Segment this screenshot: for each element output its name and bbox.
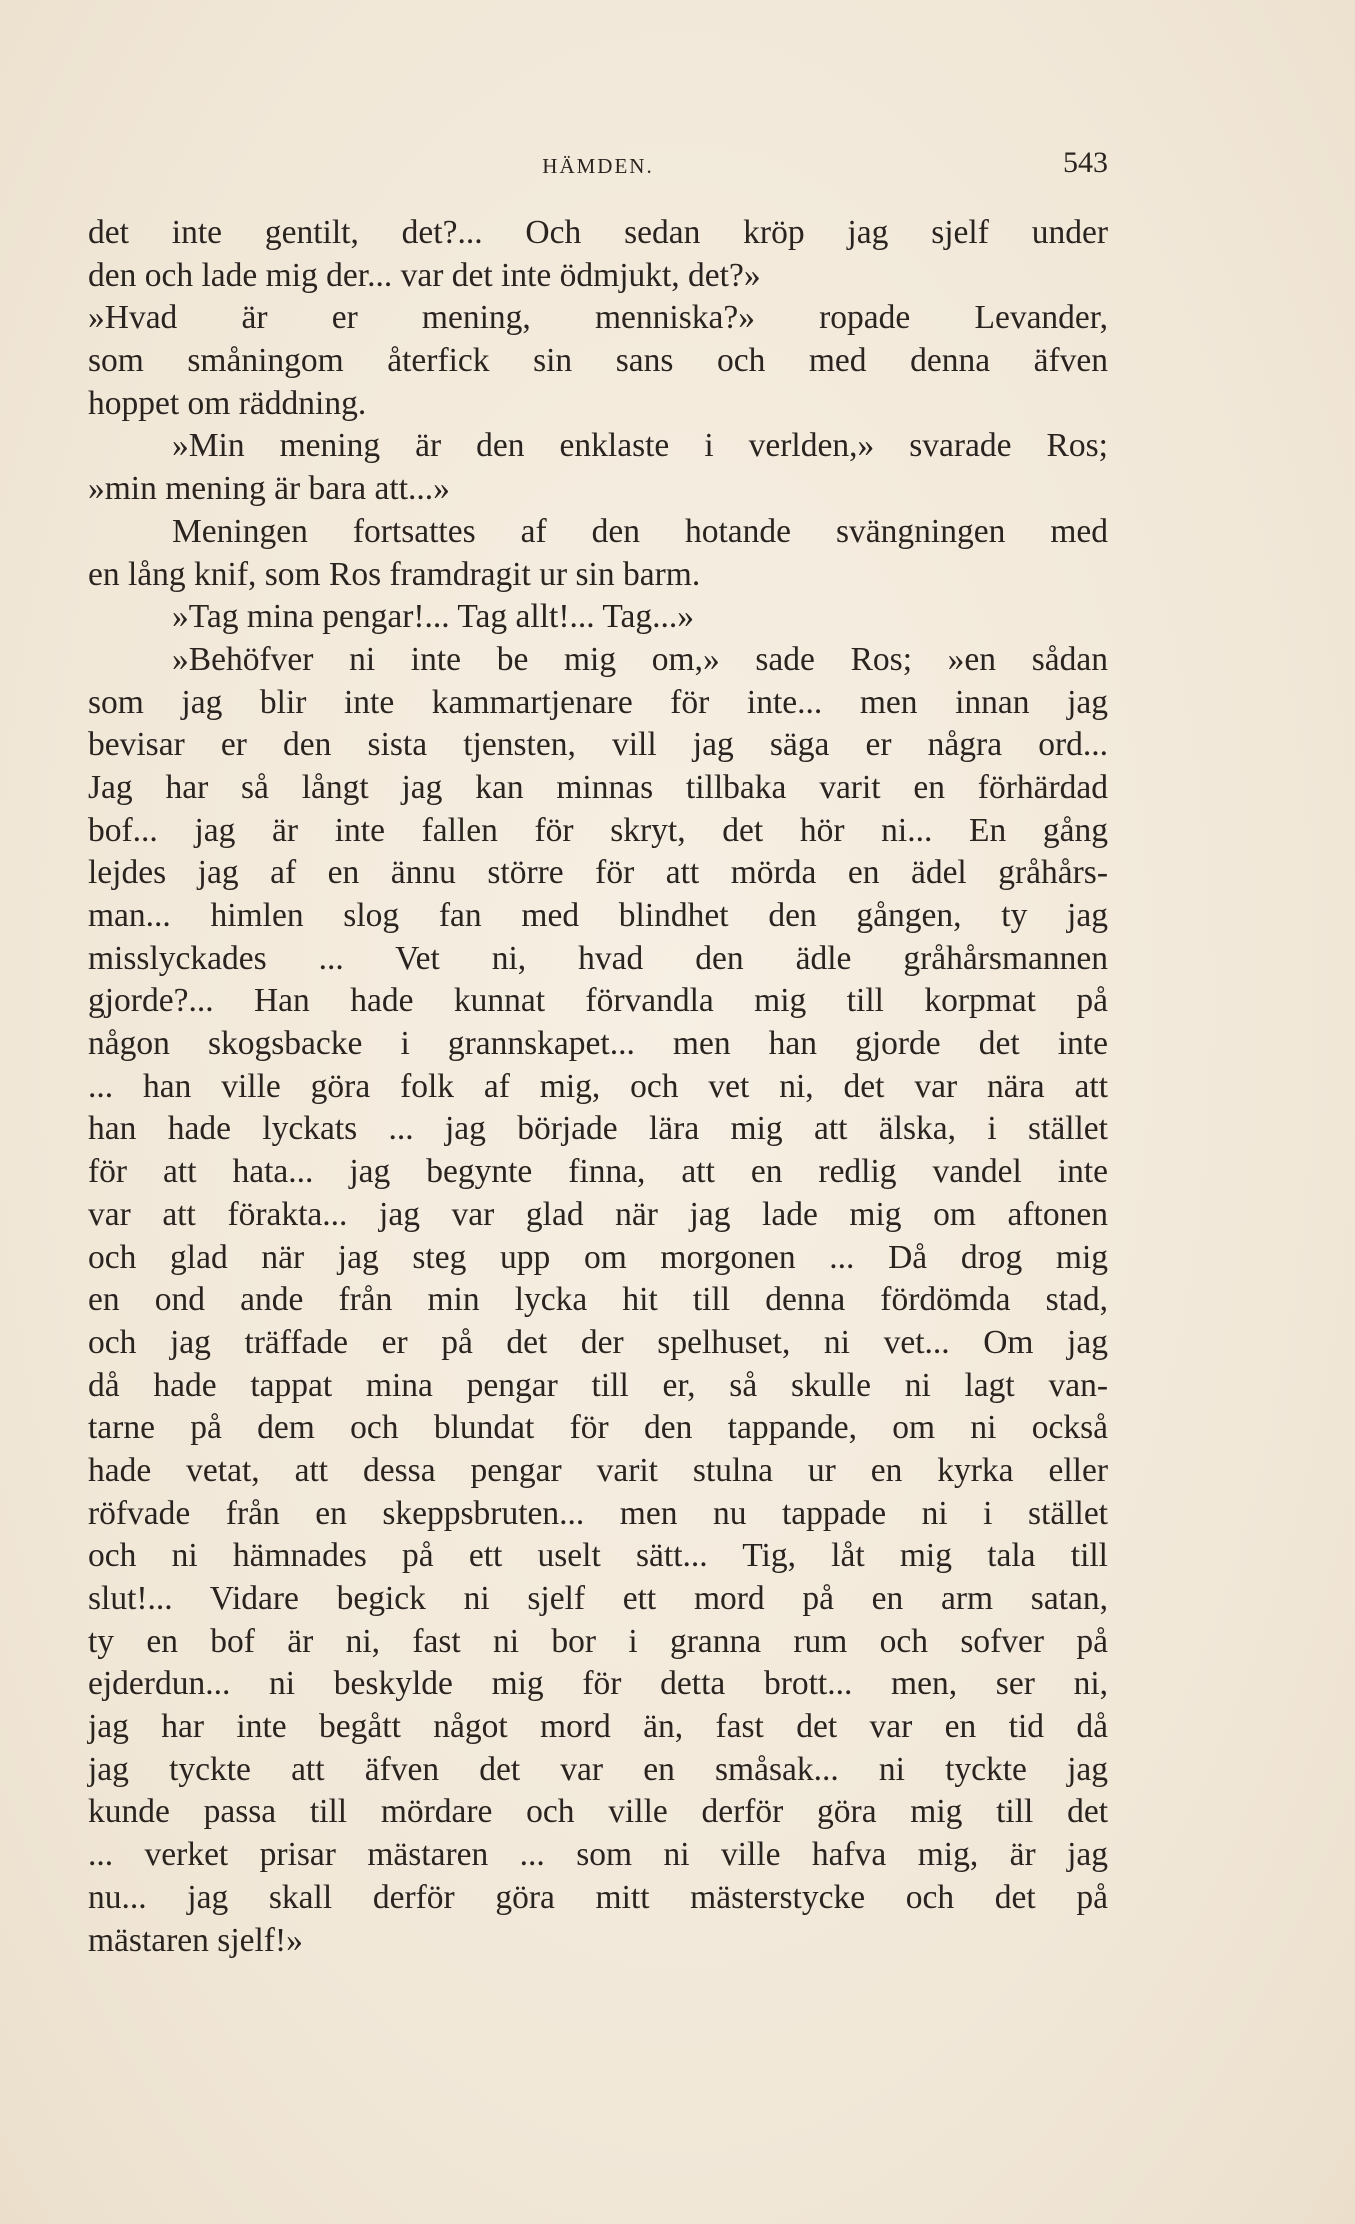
text-line: jag har inte begått något mord än, fast det var en tid då [88, 1708, 1108, 1746]
text-line: och ni hämnades på ett uselt sätt... Tig, låt mig tala till [88, 1537, 1108, 1575]
text-line: slut!... Vidare begick ni sjelf ett mord på en arm satan, [88, 1580, 1108, 1617]
text-line: någon skogsbacke i grannskapet... men han gjorde det inte [88, 1025, 1108, 1063]
text-line: ty en bof är ni, fast ni bor i granna rum och sofver på [88, 1622, 1108, 1660]
text-line: »Tag mina pengar!... Tag allt!... Tag...» [172, 598, 694, 636]
text-line: ejderdun... ni beskylde mig för detta brott... men, ser ni, [88, 1665, 1108, 1703]
text-line: för att hata... jag begynte finna, att en redlig vandel inte [88, 1153, 1108, 1191]
text-line: tarne på dem och blundat för den tappande, om ni också [88, 1409, 1108, 1447]
text-line: och jag träffade er på det der spelhuset, ni vet... Om jag [88, 1323, 1108, 1361]
page-number: 543 [1063, 146, 1108, 179]
text-line: kunde passa till mördare och ville derför göra mig till det [88, 1793, 1108, 1831]
body-text [88, 212, 1108, 1962]
text-line: misslyckades ... Vet ni, hvad den ädle gråhårsmannen [88, 939, 1108, 977]
text-line: »Min mening är den enklaste i verlden,» svarade Ros; [172, 427, 1108, 465]
text-line: hoppet om räddning. [88, 384, 367, 422]
text-line: röfvade från en skeppsbruten... men nu tappade ni i stället [88, 1494, 1108, 1532]
text-line: mästaren sjelf!» [88, 1921, 303, 1959]
text-line: Meningen fortsattes af den hotande svängningen med [172, 512, 1108, 550]
text-line: bevisar er den sista tjensten, vill jag säga er några ord... [88, 726, 1108, 764]
page-header [88, 146, 1108, 186]
text-line: en ond ande från min lycka hit till denna fördömda stad, [88, 1281, 1108, 1319]
text-line: Jag har så långt jag kan minnas tillbaka varit en förhärdad [88, 768, 1108, 806]
text-line: en lång knif, som Ros framdragit ur sin barm. [88, 555, 701, 593]
text-line: man... himlen slog fan med blindhet den gången, ty jag [88, 897, 1108, 934]
text-line: gjorde?... Han hade kunnat förvandla mig till korpmat på [88, 982, 1108, 1020]
text-line: det inte gentilt, det?... Och sedan kröp jag sjelf under [88, 214, 1108, 251]
text-line: den och lade mig der... var det inte ödmjukt, det?» [88, 256, 761, 294]
text-line: och glad när jag steg upp om morgonen ... Då drog mig [88, 1238, 1108, 1276]
text-line: hade vetat, att dessa pengar varit stulna ur en kyrka eller [88, 1451, 1108, 1489]
text-line: då hade tappat mina pengar till er, så skulle ni lagt van- [88, 1366, 1108, 1404]
running-title: HÄMDEN. [542, 154, 654, 178]
text-line: ... han ville göra folk af mig, och vet ni, det var nära att [88, 1067, 1108, 1105]
text-line: nu... jag skall derför göra mitt mästerstycke och det på [88, 1878, 1108, 1916]
text-line: lejdes jag af en ännu större för att mörda en ädel gråhårs- [88, 854, 1108, 892]
text-line: han hade lyckats ... jag började lära mig att älska, i stället [88, 1110, 1108, 1148]
text-line: »Hvad är er mening, menniska?» ropade Levander, [88, 299, 1108, 337]
text-line: var att förakta... jag var glad när jag lade mig om aftonen [88, 1195, 1108, 1233]
text-line: bof... jag är inte fallen för skryt, det hör ni... En gång [88, 811, 1108, 849]
text-line: »Behöfver ni inte be mig om,» sade Ros; »en sådan [172, 640, 1108, 678]
text-line: ... verket prisar mästaren ... som ni ville hafva mig, är jag [88, 1836, 1108, 1874]
text-line: som småningom återfick sin sans och med denna äfven [88, 342, 1108, 380]
text-line: som jag blir inte kammartjenare för inte... men innan jag [88, 683, 1108, 721]
text-line: jag tyckte att äfven det var en småsak... ni tyckte jag [88, 1750, 1108, 1788]
text-line: »min mening är bara att...» [88, 470, 450, 508]
